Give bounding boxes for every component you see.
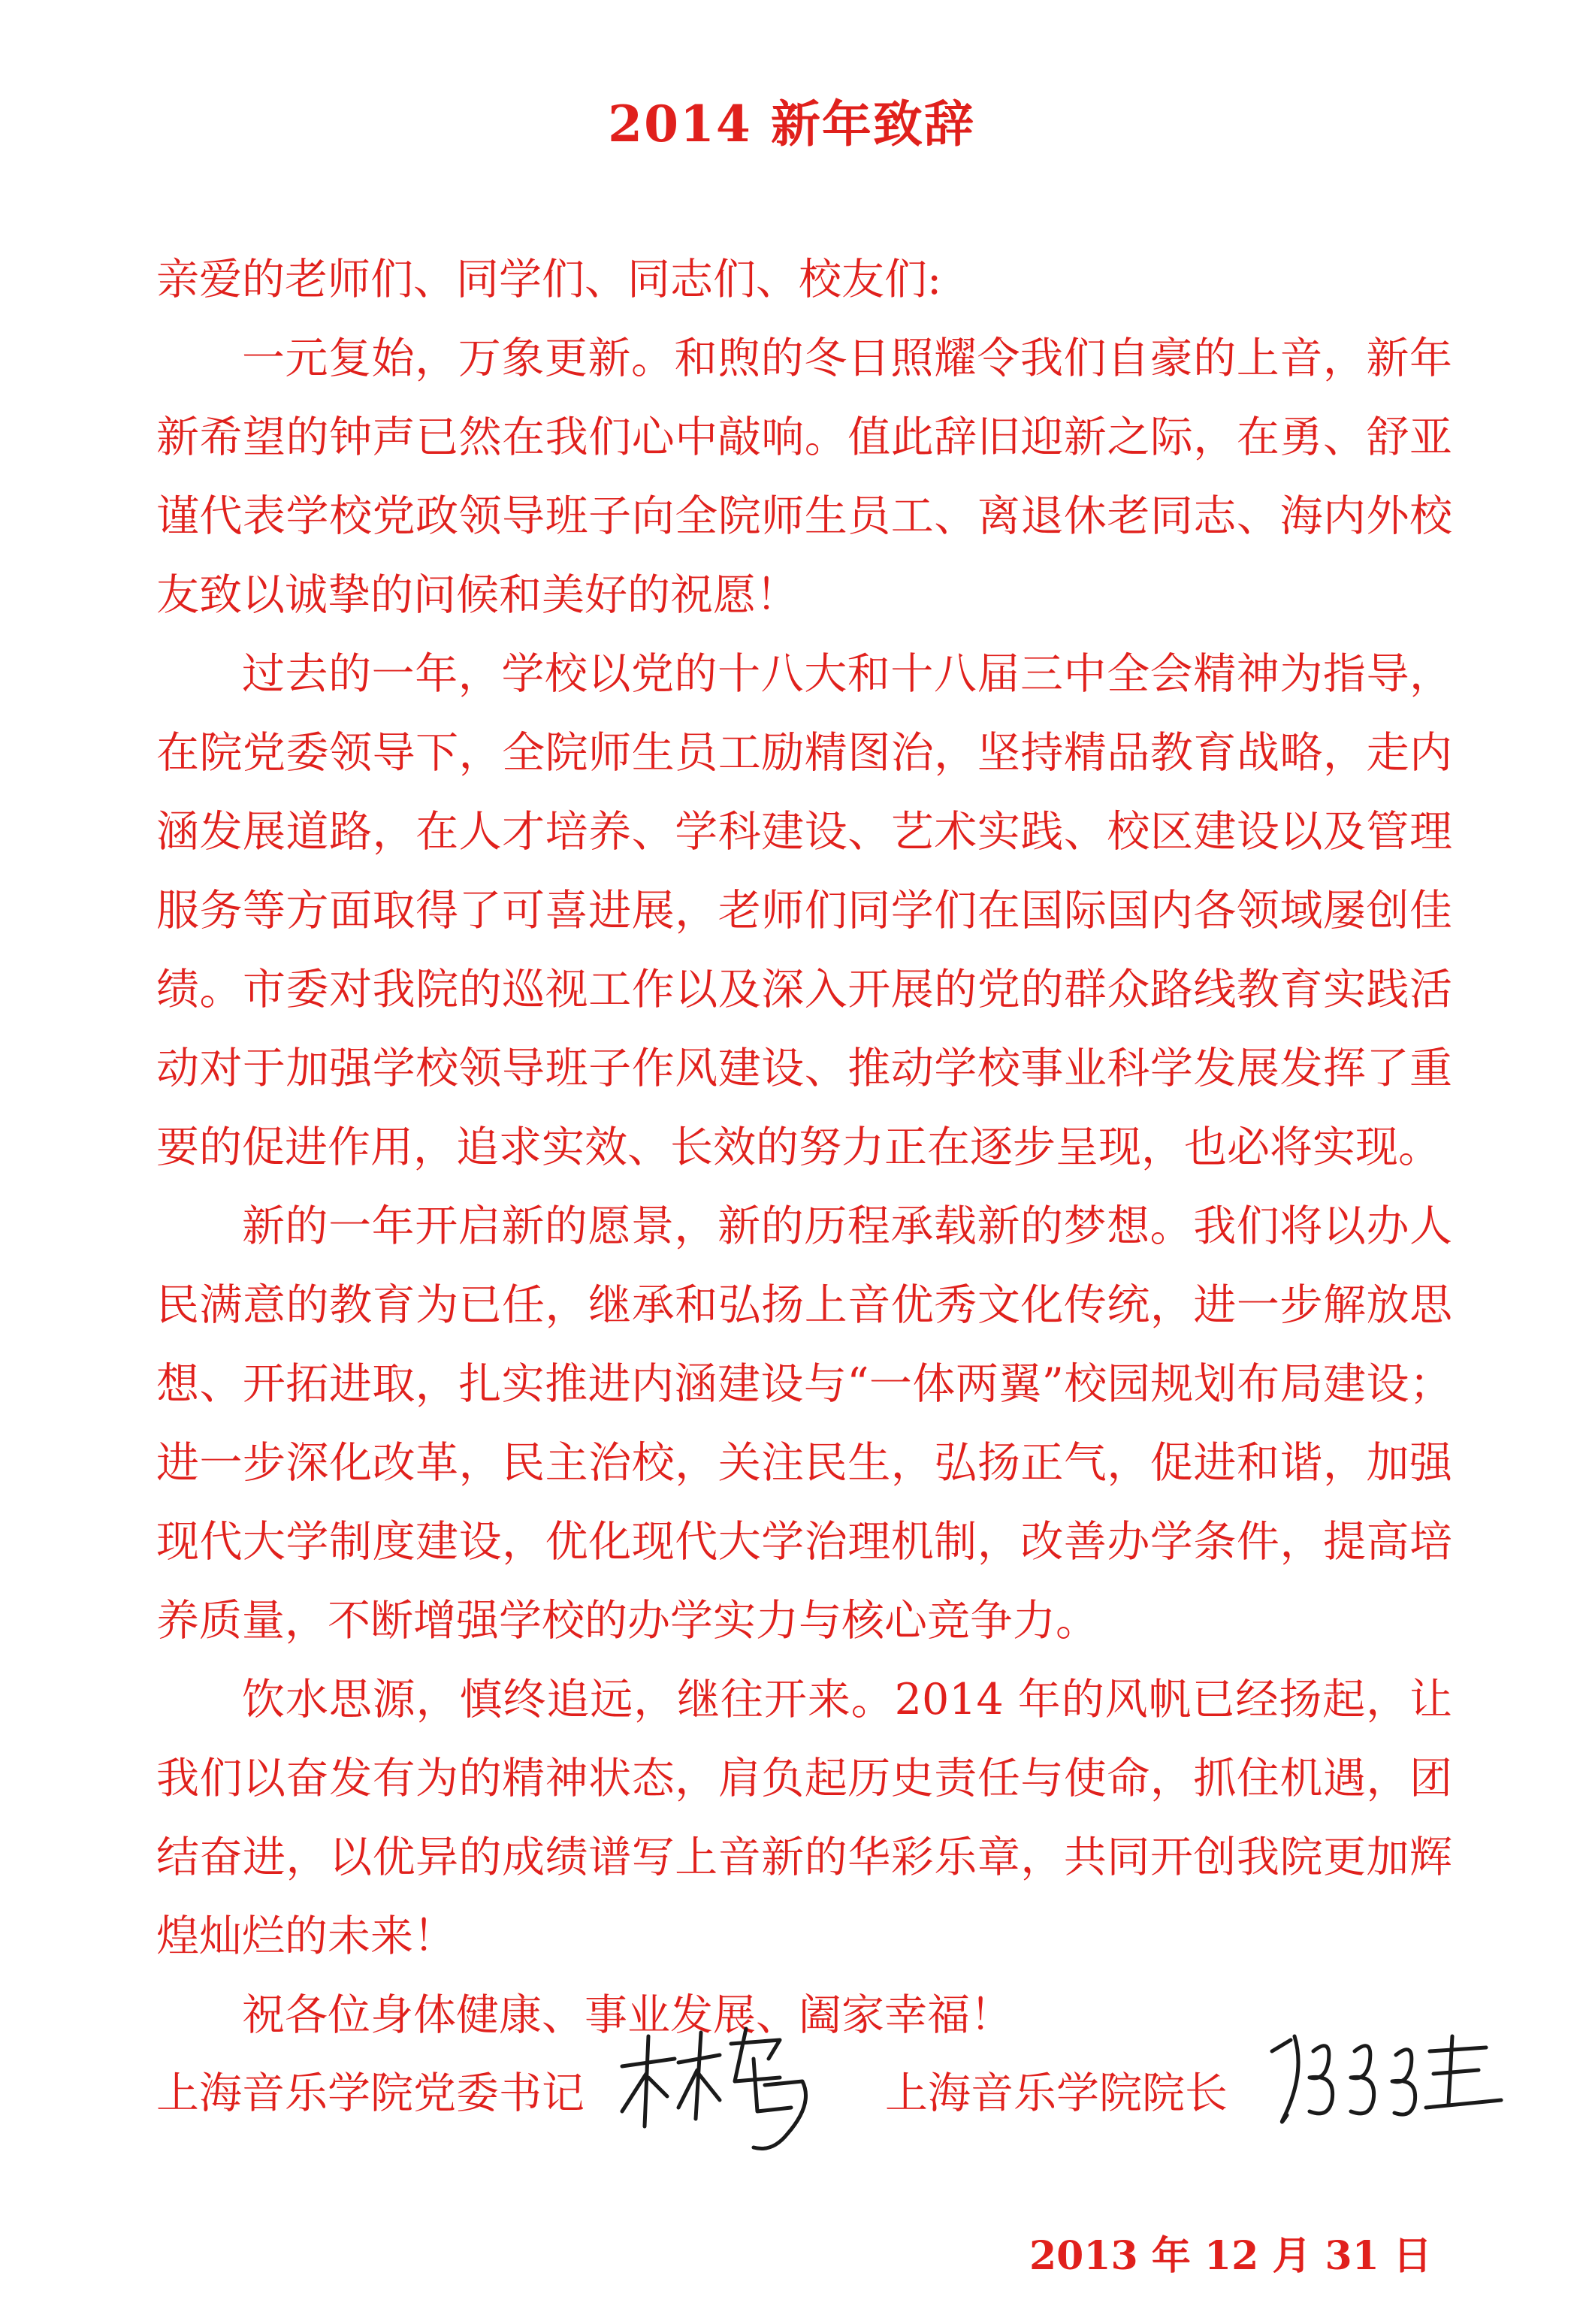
party-secretary-signature xyxy=(607,2014,832,2164)
president-signature xyxy=(1261,2021,1509,2134)
party-secretary-title: 上海音乐学院党委书记 xyxy=(156,2069,585,2118)
letter-date: 2013 年 12 月 31 日 xyxy=(1029,2233,1432,2279)
paragraph-3: 新的一年开启新的愿景，新的历程承载新的梦想。我们将以办人民满意的教育为已任，继承和弘扬上音优秀文化传统，进一步解放思想、开拓进取，扎实推进内涵建设与“一体两翼”校园规划布局建设；进一步深化改革，民主治校，关注民生，弘扬正气，促进和谐，加强现代大学制度建设，优化现代大学治理机制，改善办学条件，提高培养质量，不断增强学校的办学实力与核心竞争力。 xyxy=(156,1201,1452,1646)
paragraph-2: 过去的一年，学校以党的十八大和十八届三中全会精神为指导，在院党委领导下，全院师生员工励精图治，坚持精品教育战略，走内涵发展道路，在人才培养、学科建设、艺术实践、校区建设以及管理服务等方面取得了可喜进展，老师们同学们在国际国内各领域屡创佳绩。市委对我院的巡视工作以及深入开展的党的群众路线教育实践活动对于加强学校领导班子作风建设、推动学校事业科学发展发挥了重要的促进作用，追求实效、长效的努力正在逐步呈现，也必将实现。 xyxy=(156,649,1452,1172)
letter-title: 2014 新年致辞 xyxy=(608,95,975,153)
president-title: 上海音乐学院院长 xyxy=(885,2069,1228,2118)
greeting: 亲爱的老师们、同学们、同志们、校友们: xyxy=(156,255,942,304)
paragraph-4: 饮水思源，慎终追远，继往开来。2014 年的风帆已经扬起，让我们以奋发有为的精神状态，肩负起历史责任与使命，抓住机遇，团结奋进，以优异的成绩谱写上音新的华彩乐章，共同开创我院更加辉煌灿烂的未来！ xyxy=(156,1675,1452,1961)
paragraph-1: 一元复始，万象更新。和煦的冬日照耀令我们自豪的上音，新年新希望的钟声已然在我们心中敲响。值此辞旧迎新之际，在勇、舒亚谨代表学校党政领导班子向全院师生员工、离退休老同志、海内外校友致以诚挚的问候和美好的祝愿！ xyxy=(156,334,1452,620)
closing-wish: 祝各位身体健康、事业发展、阖家幸福！ xyxy=(242,1990,1013,2040)
letter-body xyxy=(156,240,1452,2055)
signature-block xyxy=(156,2029,1494,2164)
